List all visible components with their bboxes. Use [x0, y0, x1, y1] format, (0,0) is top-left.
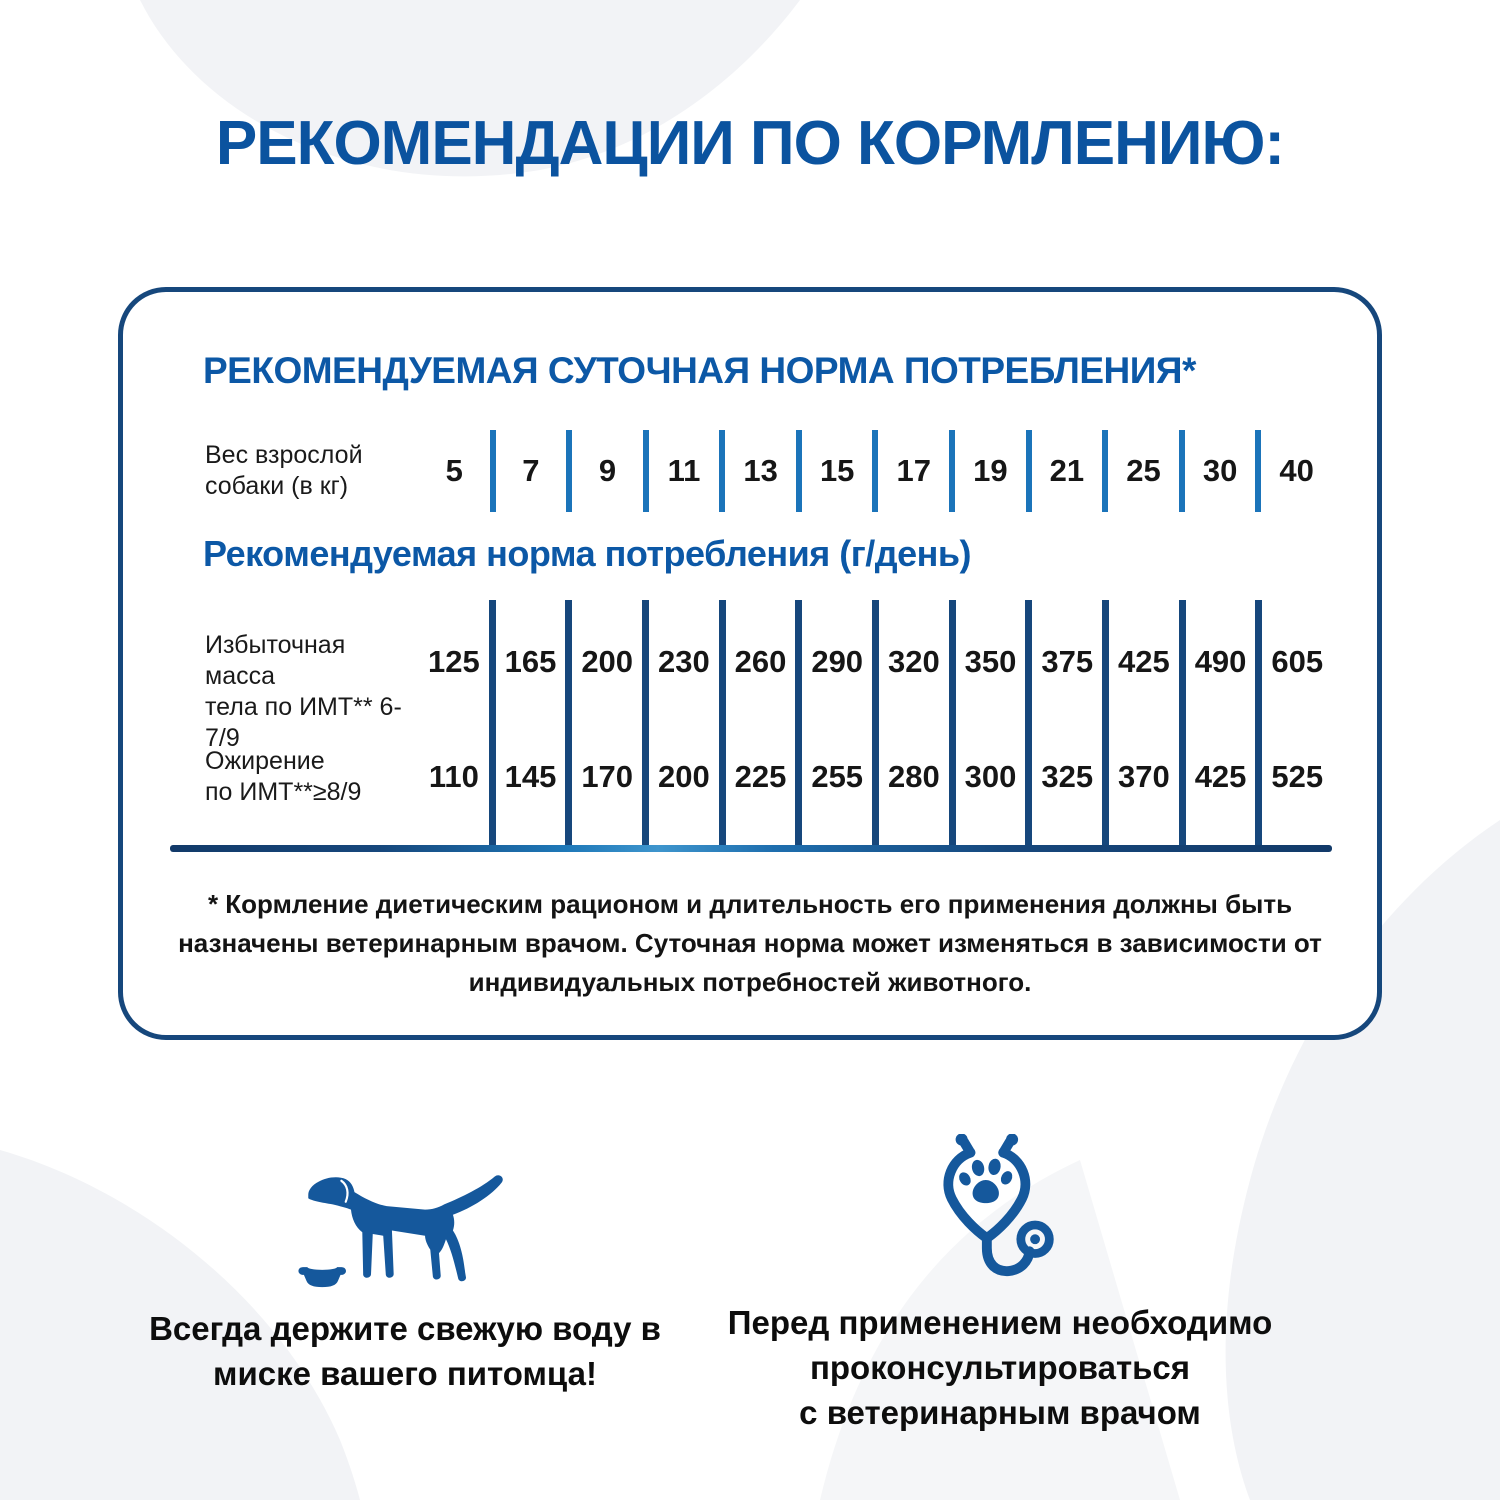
intake-value: 260 [734, 644, 787, 679]
intake-column [956, 600, 1033, 845]
intake-value: 110 [428, 759, 479, 794]
weight-value: 25 [1108, 430, 1185, 512]
intake-column [1262, 600, 1332, 845]
weight-value: 17 [878, 430, 955, 512]
intake-column [496, 600, 573, 845]
obesity-label-line-1: Ожирение [205, 747, 325, 775]
intake-heading: Рекомендуемая норма потребления (г/день) [203, 533, 971, 574]
intake-value: 525 [1271, 759, 1324, 794]
table-baseline-rule [170, 845, 1332, 852]
intake-value: 165 [504, 644, 557, 679]
intake-column [572, 600, 649, 845]
intake-value: 225 [734, 759, 787, 794]
stethoscope-paw-icon [690, 1100, 1310, 1282]
intake-value: 325 [1041, 759, 1094, 794]
weight-value: 19 [955, 430, 1032, 512]
weight-value: 15 [802, 430, 879, 512]
daily-intake-heading: РЕКОМЕНДУЕМАЯ СУТОЧНАЯ НОРМА ПОТРЕБЛЕНИЯ* [203, 350, 1196, 391]
tip-vet-consult-text: Перед применением необходимо проконсультироваться с ветеринарным врачом [727, 1304, 1273, 1431]
intake-value: 350 [964, 644, 1017, 679]
intake-value: 425 [1194, 759, 1247, 794]
weight-values-grid [419, 430, 1332, 512]
intake-column [1109, 600, 1186, 845]
weight-label-line-2: собаки (в кг) [205, 472, 349, 500]
intake-value: 280 [888, 759, 940, 794]
intake-value: 255 [811, 759, 864, 794]
intake-value: 490 [1194, 644, 1247, 679]
intake-value: 200 [581, 644, 634, 679]
intake-column [1186, 600, 1263, 845]
intake-value: 145 [504, 759, 557, 794]
tip-fresh-water-text: Всегда держите свежую воду в миске вашего питомца! [149, 1310, 661, 1392]
weight-value: 21 [1032, 430, 1109, 512]
page-title: РЕКОМЕНДАЦИИ ПО КОРМЛЕНИЮ: [215, 109, 1285, 178]
weight-value: 5 [419, 430, 496, 512]
feeding-table-card [118, 287, 1382, 1040]
intake-value: 370 [1118, 759, 1170, 794]
intake-values-grid [419, 600, 1332, 845]
weight-label-line-1: Вес взрослой [205, 441, 363, 469]
intake-value: 125 [427, 644, 480, 679]
weight-value: 30 [1185, 430, 1262, 512]
intake-value: 290 [811, 644, 864, 679]
intake-value: 200 [657, 759, 710, 794]
overweight-label-line-2: тела по ИМТ** 6-7/9 [205, 693, 402, 752]
tip-fresh-water [130, 1106, 680, 1396]
footnote: * Кормление диетическим рационом и длительность его применения должны быть назначены ветеринарным врачом. Суточная норма может изменяться в зависимости от индивидуальных потребностей животного. [178, 889, 1322, 997]
intake-value: 375 [1041, 644, 1094, 679]
weight-value: 40 [1279, 453, 1314, 488]
intake-value: 605 [1271, 644, 1324, 679]
intake-column [1032, 600, 1109, 845]
obesity-label-line-2: по ИМТ**≥8/9 [205, 778, 362, 806]
intake-column [649, 600, 726, 845]
intake-column [879, 600, 956, 845]
intake-row-labels [170, 600, 419, 845]
dog-with-bowl-icon [130, 1106, 680, 1288]
intake-value: 320 [888, 644, 940, 679]
intake-table [170, 600, 1332, 852]
overweight-label-line-1: Избыточная масса [205, 631, 346, 690]
weight-row-label [170, 430, 419, 512]
intake-value: 300 [964, 759, 1017, 794]
weight-row [170, 430, 1332, 512]
weight-value: 9 [572, 430, 649, 512]
weight-value: 7 [496, 430, 573, 512]
tip-vet-consult [690, 1100, 1310, 1435]
intake-column [419, 600, 496, 845]
weight-value: 11 [649, 430, 726, 512]
intake-column [726, 600, 803, 845]
overweight-row-label [205, 630, 419, 754]
obesity-row-label [205, 746, 361, 808]
intake-column [802, 600, 879, 845]
weight-value: 13 [725, 430, 802, 512]
intake-value: 170 [581, 759, 634, 794]
intake-value: 230 [657, 644, 710, 679]
intake-value: 425 [1118, 644, 1170, 679]
